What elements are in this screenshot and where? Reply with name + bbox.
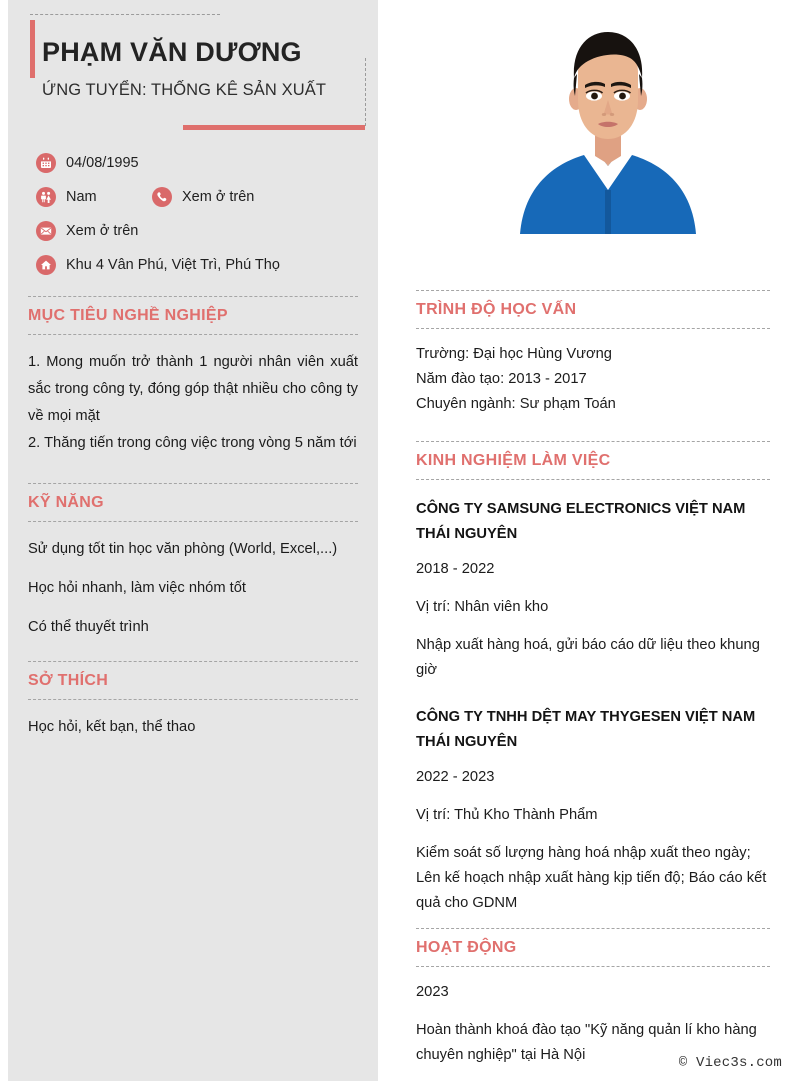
education-line: Trường: Đại học Hùng Vương — [416, 346, 612, 362]
hobbies-header — [8, 661, 378, 700]
left-sidebar — [8, 0, 378, 1081]
section-experience — [416, 441, 770, 916]
section-objective — [8, 296, 378, 457]
contact-address — [36, 255, 280, 275]
calendar-icon — [36, 153, 56, 173]
education-body — [416, 329, 770, 417]
header-accent-bar-vertical — [30, 20, 35, 78]
footer-watermark: © Viec3s.com — [678, 1055, 782, 1071]
name-header-block — [8, 0, 378, 140]
education-line: Chuyên ngành: Sư phạm Toán — [416, 396, 616, 412]
section-education — [416, 290, 770, 417]
experience-body — [416, 480, 770, 916]
email-value: Xem ở trên — [66, 223, 139, 239]
objective-line: 1. Mong muốn trở thành 1 người nhân viên xuất sắc trong công ty, đóng góp thật nhiều cho công ty về mọi mặt — [28, 354, 358, 424]
home-icon — [36, 255, 56, 275]
education-title: TRÌNH ĐỘ HỌC VẤN — [416, 301, 577, 318]
skill-item: Học hỏi nhanh, làm việc nhóm tốt — [28, 580, 246, 596]
phone-value: Xem ở trên — [182, 189, 255, 205]
birthday-value: 04/08/1995 — [66, 155, 139, 171]
hobbies-body — [8, 700, 378, 741]
section-hobbies — [8, 661, 378, 741]
job-company: CÔNG TY SAMSUNG ELECTRONICS VIỆT NAM THÁI NGUYÊN — [416, 501, 746, 542]
objective-body — [8, 335, 378, 457]
job-company: CÔNG TY TNHH DỆT MAY THYGESEN VIỆT NAM THÁI NGUYÊN — [416, 709, 756, 750]
contact-row-birthday — [36, 146, 358, 180]
education-line: Năm đào tạo: 2013 - 2017 — [416, 371, 587, 387]
avatar — [510, 14, 706, 234]
hobby-item: Học hỏi, kết bạn, thể thao — [28, 719, 196, 735]
contact-birthday — [36, 153, 139, 173]
job-description: Nhập xuất hàng hoá, gửi báo cáo dữ liệu theo khung giờ — [416, 637, 760, 678]
skill-item: Sử dụng tốt tin học văn phòng (World, Excel,...) — [28, 541, 338, 557]
section-skills — [8, 483, 378, 641]
portrait-photo-illustration — [510, 14, 706, 234]
contact-gender — [36, 187, 152, 207]
contact-phone[interactable] — [152, 187, 254, 207]
header-dashed-top-rule — [30, 14, 220, 15]
skills-header — [8, 483, 378, 522]
experience-item — [416, 493, 770, 683]
right-main-column — [398, 0, 800, 1081]
activity-year: 2023 — [416, 984, 449, 1000]
header-dashed-right-rule — [365, 58, 366, 126]
header-accent-bar-horizontal — [183, 125, 365, 130]
experience-title: KINH NGHIỆM LÀM VIỆC — [416, 452, 611, 469]
job-role: Vị trí: Thủ Kho Thành Phẩm — [416, 807, 598, 823]
hobbies-title: SỞ THÍCH — [28, 672, 109, 689]
applied-position: ỨNG TUYỂN: THỐNG KÊ SẢN XUẤT — [42, 81, 326, 99]
activity-description: Hoàn thành khoá đào tạo "Kỹ năng quản lí kho hàng chuyên nghiệp" tại Hà Nội — [416, 1022, 757, 1063]
gender-icon — [36, 187, 56, 207]
objective-title: MỤC TIÊU NGHỀ NGHIỆP — [28, 307, 228, 324]
objective-header — [8, 296, 378, 335]
gender-value: Nam — [66, 189, 97, 205]
contact-row-address — [36, 248, 358, 282]
job-years: 2018 - 2022 — [416, 561, 495, 577]
skills-body — [8, 522, 378, 641]
job-years: 2022 - 2023 — [416, 769, 495, 785]
objective-line: 2. Thăng tiến trong công việc trong vòng 5 năm tới — [28, 435, 357, 451]
contact-row-email — [36, 214, 358, 248]
address-value: Khu 4 Vân Phú, Việt Trì, Phú Thọ — [66, 257, 280, 273]
contact-row-gender-phone — [36, 180, 358, 214]
job-description: Kiểm soát số lượng hàng hoá nhập xuất theo ngày; Lên kế hoạch nhập xuất hàng kịp tiến độ; Báo cáo kết quả cho GDNM — [416, 845, 767, 911]
activities-title: HOẠT ĐỘNG — [416, 939, 517, 956]
experience-item — [416, 701, 770, 916]
right-sections — [416, 290, 770, 1068]
envelope-icon — [36, 221, 56, 241]
job-role: Vị trí: Nhân viên kho — [416, 599, 549, 615]
phone-icon — [152, 187, 172, 207]
skill-item: Có thể thuyết trình — [28, 619, 149, 635]
skills-title: KỸ NĂNG — [28, 494, 104, 511]
contact-email[interactable] — [36, 221, 138, 241]
contact-info-list — [8, 140, 378, 282]
activities-body — [416, 967, 770, 1068]
candidate-name: PHẠM VĂN DƯƠNG — [42, 37, 302, 67]
section-activities — [416, 928, 770, 1068]
